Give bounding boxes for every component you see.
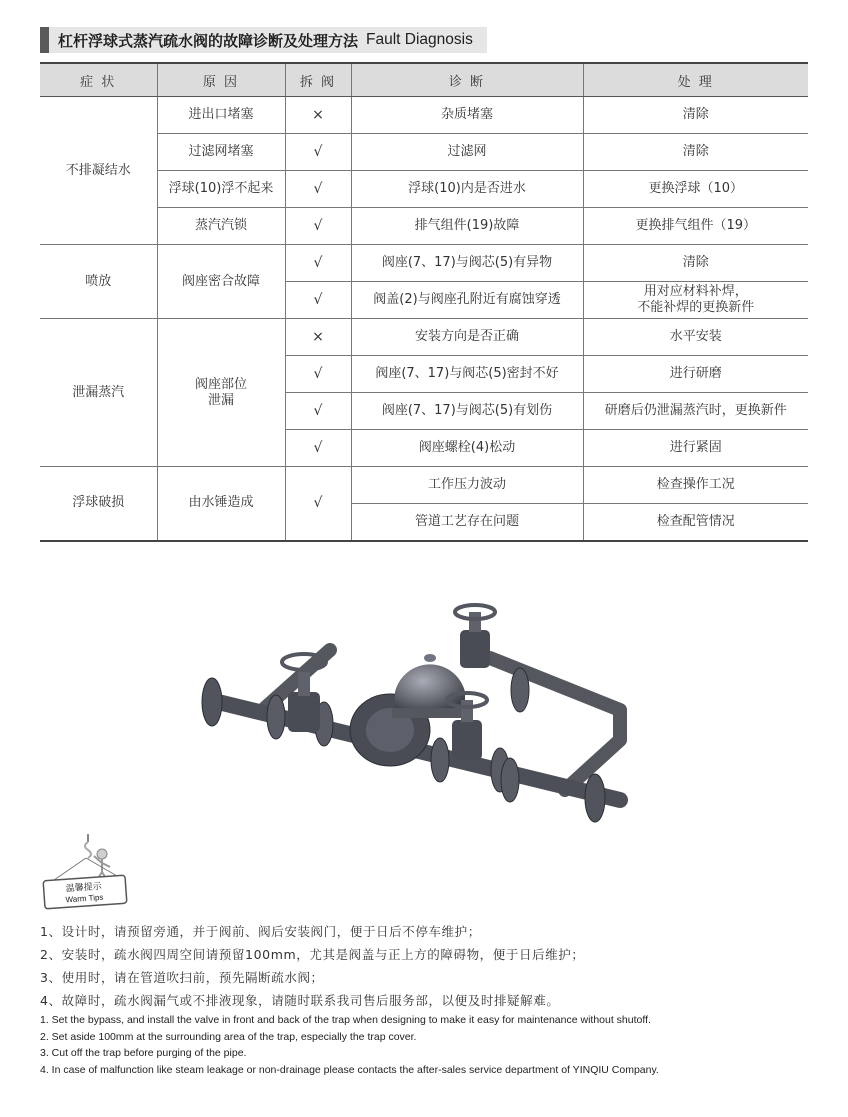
header-cause: 原 因 <box>157 63 285 97</box>
symptom-cell: 浮球破损 <box>40 467 157 541</box>
disassemble-cell: × <box>285 97 351 134</box>
cause-line: 阀座部位 <box>194 376 247 392</box>
disassemble-cell: √ <box>285 467 351 541</box>
header-disassemble: 拆 阀 <box>285 63 351 97</box>
symptom-cell: 泄漏蒸汽 <box>40 319 157 467</box>
treatment-line: 用对应材料补焊， <box>643 284 748 299</box>
cause-cell: 蒸汽汽锁 <box>157 208 285 245</box>
disassemble-cell: √ <box>285 245 351 282</box>
tip-item: 4. In case of malfunction like steam leakage or non-drainage please contacts the after-sales service department of YINQIU Company. <box>40 1063 659 1076</box>
tip-item: 2、安装时，疏水阀四周空间请预留100mm，尤其是阀盖与正上方的障碍物，便于日后维护； <box>40 947 585 962</box>
header-treatment: 处 理 <box>583 63 808 97</box>
treatment-cell: 清除 <box>583 245 808 282</box>
table-row <box>40 97 808 134</box>
treatment-cell <box>583 282 808 319</box>
cause-cell <box>157 319 285 467</box>
header-diagnosis: 诊 断 <box>351 63 583 97</box>
warm-tips-badge <box>38 832 138 912</box>
disassemble-cell: √ <box>285 393 351 430</box>
tip-item: 3. Cut off the trap before purging of the pipe. <box>40 1047 247 1059</box>
diagnosis-cell: 阀盖(2)与阀座孔附近有腐蚀穿透 <box>351 282 583 319</box>
diagnosis-cell: 排气组件(19)故障 <box>351 208 583 245</box>
table-header-row <box>40 63 808 97</box>
treatment-cell: 更换排气组件（19） <box>583 208 808 245</box>
tip-item: 4、故障时，疏水阀漏气或不排液现象，请随时联系我司售后服务部，以便及时排疑解难。 <box>40 993 560 1008</box>
cause-cell: 进出口堵塞 <box>157 97 285 134</box>
valve-installation-illustration <box>190 600 640 830</box>
cause-cell: 由水锤造成 <box>157 467 285 541</box>
disassemble-cell: √ <box>285 208 351 245</box>
title-marker <box>40 27 49 53</box>
diagnosis-cell: 阀座(7、17)与阀芯(5)有划伤 <box>351 393 583 430</box>
tips-list-cn <box>40 920 584 1012</box>
treatment-cell: 更换浮球（10） <box>583 171 808 208</box>
table-row <box>40 245 808 282</box>
treatment-cell: 检查配管情况 <box>583 504 808 541</box>
diagnosis-cell: 管道工艺存在问题 <box>351 504 583 541</box>
cause-line: 泄漏 <box>207 392 234 408</box>
diagnosis-cell: 浮球(10)内是否进水 <box>351 171 583 208</box>
treatment-cell: 清除 <box>583 134 808 171</box>
section-title <box>40 27 487 53</box>
header-symptom: 症 状 <box>40 63 157 97</box>
diagnosis-cell: 阀座(7、17)与阀芯(5)有异物 <box>351 245 583 282</box>
disassemble-cell: √ <box>285 134 351 171</box>
tips-badge-cn: 温馨提示 <box>65 881 103 895</box>
tips-list-en <box>40 1012 659 1078</box>
diagnosis-cell: 过滤网 <box>351 134 583 171</box>
disassemble-cell: √ <box>285 171 351 208</box>
treatment-cell: 进行研磨 <box>583 356 808 393</box>
treatment-cell: 进行紧固 <box>583 430 808 467</box>
diagnosis-cell: 工作压力波动 <box>351 467 583 504</box>
disassemble-cell: × <box>285 319 351 356</box>
hook-figure-icon <box>54 834 124 880</box>
diagnosis-cell: 阀座(7、17)与阀芯(5)密封不好 <box>351 356 583 393</box>
table-row <box>40 467 808 504</box>
fault-diagnosis-table <box>40 62 808 542</box>
title-en: Fault Diagnosis <box>366 31 473 48</box>
treatment-line: 不能补焊的更换新件 <box>637 300 755 315</box>
cause-cell: 阀座密合故障 <box>157 245 285 319</box>
treatment-cell: 研磨后仍泄漏蒸汽时，更换新件 <box>583 393 808 430</box>
diagnosis-cell: 杂质堵塞 <box>351 97 583 134</box>
disassemble-cell: √ <box>285 356 351 393</box>
disassemble-cell: √ <box>285 430 351 467</box>
treatment-cell: 检查操作工况 <box>583 467 808 504</box>
symptom-cell: 不排凝结水 <box>40 97 157 245</box>
title-box <box>49 27 487 53</box>
title-cn: 杠杆浮球式蒸汽疏水阀的故障诊断及处理方法 <box>58 31 359 50</box>
disassemble-cell: √ <box>285 282 351 319</box>
cause-cell: 过滤网堵塞 <box>157 134 285 171</box>
tip-item: 1. Set the bypass, and install the valve in front and back of the trap when designing to make it easy for maintenance without shutoff. <box>40 1014 651 1026</box>
tip-item: 3、使用时，请在管道吹扫前，预先隔断疏水阀； <box>40 970 324 985</box>
diagnosis-cell: 阀座螺栓(4)松动 <box>351 430 583 467</box>
tips-badge-en: Warm Tips <box>65 892 104 905</box>
diagnosis-cell: 安装方向是否正确 <box>351 319 583 356</box>
tip-item: 1、设计时，请预留旁通，并于阀前、阀后安装阀门，便于日后不停车维护； <box>40 924 481 939</box>
treatment-cell: 清除 <box>583 97 808 134</box>
tip-item: 2. Set aside 100mm at the surrounding area of the trap, especially the trap cover. <box>40 1030 417 1043</box>
treatment-cell: 水平安装 <box>583 319 808 356</box>
symptom-cell: 喷放 <box>40 245 157 319</box>
table-row <box>40 319 808 356</box>
cause-cell: 浮球(10)浮不起来 <box>157 171 285 208</box>
